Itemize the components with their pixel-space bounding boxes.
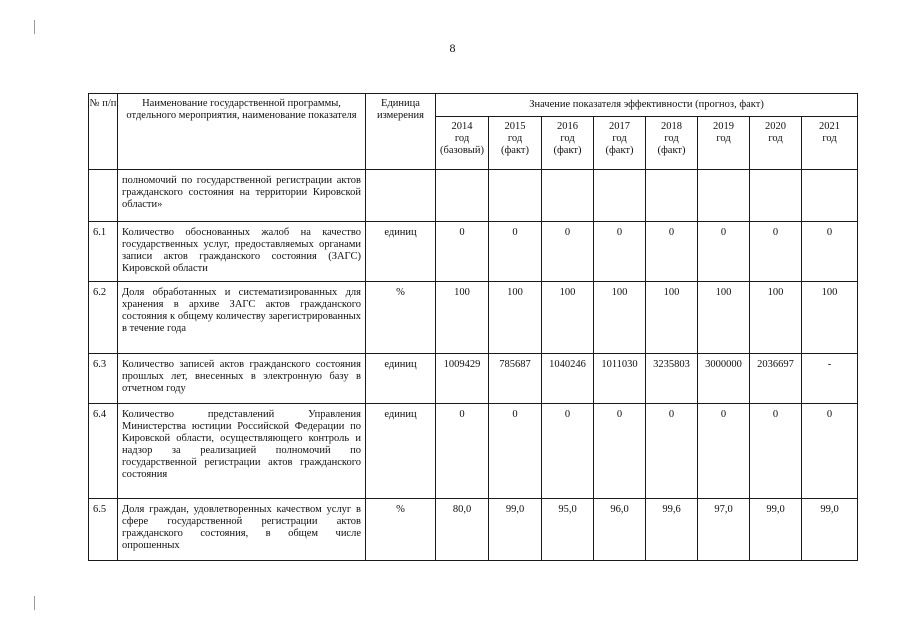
header-year-2016 <box>542 117 594 170</box>
row-value-2015 <box>489 170 542 222</box>
indicators-table <box>88 93 858 561</box>
row-value-2020: 99,0 <box>750 499 802 561</box>
row-value-2016 <box>542 170 594 222</box>
row-value-2015: 0 <box>489 222 542 282</box>
row-value-2021: - <box>802 354 858 404</box>
row-value-2017: 1011030 <box>594 354 646 404</box>
row-value-2016: 95,0 <box>542 499 594 561</box>
row-value-2019: 0 <box>698 404 750 499</box>
header-year-line: 2018 <box>661 121 682 132</box>
header-year-line: 2015 <box>504 121 526 132</box>
header-unit: Единица измерения <box>366 94 436 170</box>
header-year-2014 <box>436 117 489 170</box>
table-row <box>89 170 858 222</box>
header-year-line: 2020 <box>765 121 786 132</box>
header-year-line: год <box>664 133 679 144</box>
header-value-group: Значение показателя эффективности (прогноз, факт) <box>436 94 858 117</box>
row-number: 6.5 <box>89 499 118 561</box>
row-value-2016: 100 <box>542 282 594 354</box>
header-year-line: (факт) <box>553 145 582 156</box>
header-year-2019 <box>698 117 750 170</box>
header-row <box>89 94 858 117</box>
header-year-line: (базовый) <box>440 145 484 156</box>
row-indicator-name: Доля граждан, удовлетворенных качеством услуг в сфере государственной регистрации актов гражданского состояния, в общем числе опрошенных <box>118 499 366 561</box>
row-indicator-name: Доля обработанных и систематизированных для хранения в архиве ЗАГС актов гражданского состояния к общему количеству зарегистрированных в течение года <box>118 282 366 354</box>
row-value-2019: 100 <box>698 282 750 354</box>
header-year-line: год <box>560 133 575 144</box>
row-indicator-name: Количество записей актов гражданского состояния прошлых лет, внесенных в электронную базу в отчетном году <box>118 354 366 404</box>
row-value-2014: 0 <box>436 222 489 282</box>
header-year-line: 2017 <box>609 121 630 132</box>
row-value-2021: 0 <box>802 222 858 282</box>
table-row <box>89 222 858 282</box>
row-value-2017: 100 <box>594 282 646 354</box>
row-value-2014: 0 <box>436 404 489 499</box>
table-row <box>89 404 858 499</box>
table-row <box>89 282 858 354</box>
table-row <box>89 499 858 561</box>
row-value-2018 <box>646 170 698 222</box>
header-year-2017 <box>594 117 646 170</box>
row-value-2014: 1009429 <box>436 354 489 404</box>
left-margin-mark <box>34 20 35 34</box>
row-unit: % <box>366 282 436 354</box>
row-value-2015: 0 <box>489 404 542 499</box>
row-indicator-name: полномочий по государственной регистрации актов гражданского состояния на территории Кировской области» <box>118 170 366 222</box>
row-unit <box>366 170 436 222</box>
row-value-2018: 0 <box>646 222 698 282</box>
row-value-2021 <box>802 170 858 222</box>
row-value-2018: 3235803 <box>646 354 698 404</box>
row-value-2018: 100 <box>646 282 698 354</box>
row-value-2016: 0 <box>542 404 594 499</box>
header-year-line: 2021 <box>819 121 840 132</box>
row-unit: % <box>366 499 436 561</box>
header-year-line: (факт) <box>605 145 634 156</box>
row-value-2020: 2036697 <box>750 354 802 404</box>
row-value-2016: 1040246 <box>542 354 594 404</box>
header-year-2020 <box>750 117 802 170</box>
row-number: 6.3 <box>89 354 118 404</box>
row-indicator-name: Количество представлений Управления Министерства юстиции Российской Федерации по Кировской области, осуществляющего контроль и надзор за реализацией полномочий по государственной регистрации актов гражданского состояния <box>118 404 366 499</box>
row-value-2017: 0 <box>594 404 646 499</box>
header-year-line: 2019 <box>713 121 734 132</box>
row-value-2018: 0 <box>646 404 698 499</box>
header-year-line: год <box>454 133 470 144</box>
header-name: Наименование государственной программы, отдельного мероприятия, наименование показателя <box>118 94 366 170</box>
row-value-2016: 0 <box>542 222 594 282</box>
header-year-line: (факт) <box>657 145 686 156</box>
row-number: 6.4 <box>89 404 118 499</box>
row-unit: единиц <box>366 222 436 282</box>
row-value-2014: 80,0 <box>436 499 489 561</box>
row-number <box>89 170 118 222</box>
header-year-line: год <box>716 133 731 144</box>
row-number: 6.2 <box>89 282 118 354</box>
table-row <box>89 354 858 404</box>
row-value-2017: 96,0 <box>594 499 646 561</box>
row-indicator-name: Количество обоснованных жалоб на качество государственных услуг, предоставляемых органами записи актов гражданского состояния (ЗАГС) Кировской области <box>118 222 366 282</box>
header-year-line: год <box>612 133 627 144</box>
header-year-line: год <box>822 133 837 144</box>
row-value-2014 <box>436 170 489 222</box>
row-value-2015: 99,0 <box>489 499 542 561</box>
row-value-2020: 100 <box>750 282 802 354</box>
row-value-2021: 0 <box>802 404 858 499</box>
header-year-line: 2016 <box>557 121 578 132</box>
row-value-2017: 0 <box>594 222 646 282</box>
header-year-line: (факт) <box>500 145 529 156</box>
header-year-2015 <box>489 117 542 170</box>
row-unit: единиц <box>366 404 436 499</box>
row-value-2018: 99,6 <box>646 499 698 561</box>
row-value-2019: 0 <box>698 222 750 282</box>
header-year-2021 <box>802 117 858 170</box>
left-margin-mark <box>34 596 35 610</box>
header-year-line: год <box>768 133 783 144</box>
header-year-line: 2014 <box>451 121 473 132</box>
row-value-2020 <box>750 170 802 222</box>
row-unit: единиц <box>366 354 436 404</box>
row-number: 6.1 <box>89 222 118 282</box>
page-number: 8 <box>449 41 456 55</box>
row-value-2020: 0 <box>750 404 802 499</box>
header-num: № п/п <box>89 94 118 170</box>
row-value-2021: 99,0 <box>802 499 858 561</box>
header-year-2018 <box>646 117 698 170</box>
row-value-2015: 100 <box>489 282 542 354</box>
row-value-2019: 3000000 <box>698 354 750 404</box>
row-value-2020: 0 <box>750 222 802 282</box>
row-value-2019 <box>698 170 750 222</box>
row-value-2021: 100 <box>802 282 858 354</box>
header-year-line: год <box>507 133 523 144</box>
row-value-2019: 97,0 <box>698 499 750 561</box>
row-value-2015: 785687 <box>489 354 542 404</box>
row-value-2017 <box>594 170 646 222</box>
row-value-2014: 100 <box>436 282 489 354</box>
